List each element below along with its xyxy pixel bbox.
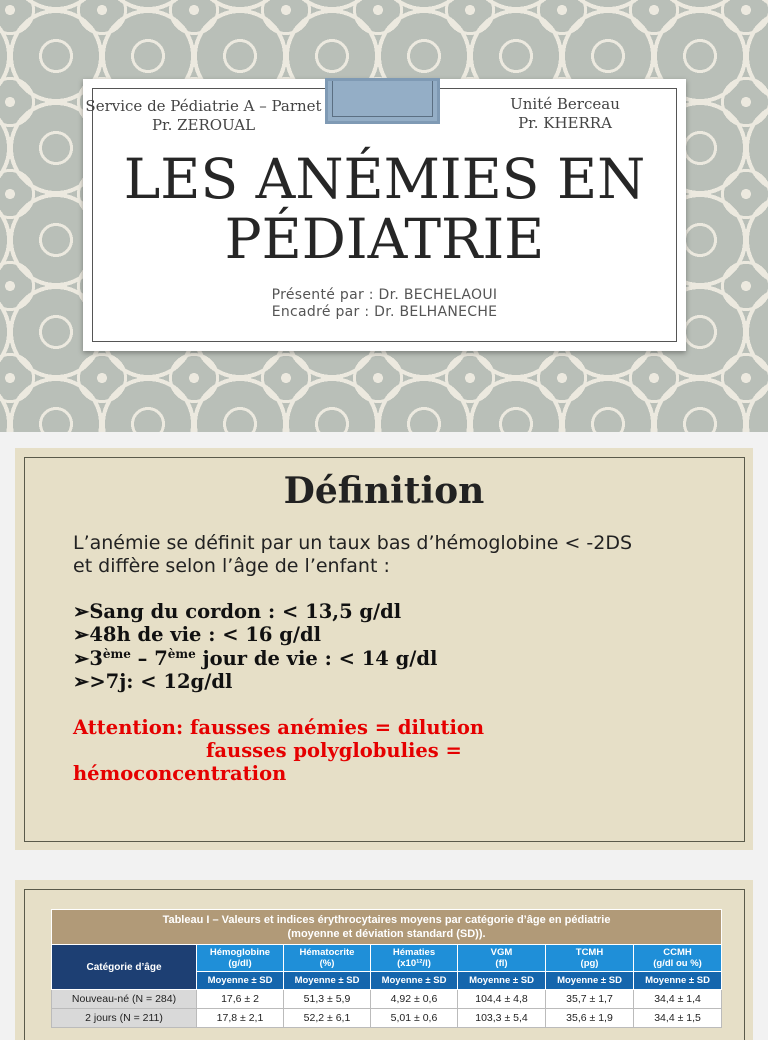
table-caption-line-1: Tableau I – Valeurs et indices érythrocytaires moyens par catégorie d’âge en pédiatrie [162,914,611,926]
table-caption-line-2: (moyenne et déviation standard (SD)). [287,928,486,940]
col-header-age: Catégorie d’âge [52,945,197,990]
col-unit: (pg) [580,958,599,969]
erythrocyte-table [51,909,721,1028]
bullet-arrow-icon: ➢ [73,623,90,646]
table-cell: 17,6 ± 2 [197,990,284,1009]
col-name: Hémoglobine [209,947,271,958]
col-unit: (%) [319,958,335,969]
table-cell: 34,4 ± 1,4 [634,990,722,1009]
bullet-text: – 7 [130,647,168,670]
col-unit: (g/dl) [228,958,252,969]
col-unit: (fl) [495,958,508,969]
definition-intro [73,532,743,578]
title-card-tab [325,78,440,124]
col-name: TCMH [575,947,604,958]
col-name: CCMH [663,947,692,958]
table-cell: 51,3 ± 5,9 [284,990,371,1009]
bullet-superscript: ème [102,647,131,661]
table-row [52,990,722,1009]
subheader-cell: Moyenne ± SD [284,972,371,990]
supervised-by: Encadré par : Dr. BELHANECHE [271,304,498,320]
table-cell: 35,6 ± 1,9 [546,1009,634,1028]
unit-header [490,95,640,133]
presentation-title-line-1: LES ANÉMIES EN [123,147,646,211]
table-cell: 52,2 ± 6,1 [284,1009,371,1028]
erythrocyte-table-grid [51,909,722,1028]
table-cell: 103,3 ± 5,4 [458,1009,546,1028]
bullet-arrow-icon: ➢ [73,600,90,623]
definition-intro-line-2: et diffère selon l’âge de l’enfant : [73,555,390,577]
bullet-text: Sang du cordon : < 13,5 g/dl [89,600,402,623]
bullet-day-3-7 [73,647,437,670]
unit-chief: Pr. KHERRA [518,114,612,132]
definition-intro-line-1: L’anémie se définit par un taux bas d’hémoglobine < -2DS [73,532,633,554]
warning-line-2: fausses polyglobulies = [206,739,462,762]
col-header-tcmh [546,945,634,972]
table-caption-row [52,910,722,945]
table-cell-age: 2 jours (N = 211) [52,1009,197,1028]
definition-title: Définition [283,470,485,512]
subheader-cell: Moyenne ± SD [371,972,458,990]
warning-line-1: Attention: fausses anémies = dilution [73,716,485,739]
table-cell: 17,8 ± 2,1 [197,1009,284,1028]
col-name: Hématies [392,947,436,958]
presentation-title-line-2: PÉDIATRIE [224,207,545,271]
subheader-cell: Moyenne ± SD [546,972,634,990]
col-header-rbc [371,945,458,972]
department-chief: Pr. ZEROUAL [151,116,256,134]
table-cell: 5,01 ± 0,6 [371,1009,458,1028]
table-cell: 4,92 ± 0,6 [371,990,458,1009]
col-unit: (g/dl ou %) [653,958,702,969]
table-cell: 104,4 ± 4,8 [458,990,546,1009]
table-caption [52,910,722,945]
bullet-cord-blood [73,600,401,623]
subheader-cell: Moyenne ± SD [634,972,722,990]
bullet-text: 48h de vie : < 16 g/dl [89,623,322,646]
subheader-cell: Moyenne ± SD [197,972,284,990]
table-cell-age: Nouveau-né (N = 284) [52,990,197,1009]
col-header-vgm [458,945,546,972]
department-name: Service de Pédiatrie A – Parnet [85,97,322,115]
col-header-hemoglobin [197,945,284,972]
col-unit: (x10¹²/l) [397,958,431,969]
bullet-text: jour de vie : < 14 g/dl [195,647,438,670]
bullet-text: 3 [89,647,103,670]
department-header [66,97,341,135]
bullet-arrow-icon: ➢ [73,647,90,670]
unit-name: Unité Berceau [510,95,620,113]
table-header-row [52,945,722,972]
bullet-superscript: ème [167,647,196,661]
col-name: VGM [490,947,513,958]
presenters [83,287,686,321]
presented-by: Présenté par : Dr. BECHELAOUI [271,287,498,303]
bullet-over-7-days [73,670,232,693]
warning-line-3: hémoconcentration [73,762,287,785]
bullet-48h [73,623,321,646]
bullet-text: >7j: < 12g/dl [89,670,233,693]
table-row [52,1009,722,1028]
bullet-arrow-icon: ➢ [73,670,90,693]
col-name: Hématocrite [299,947,355,958]
subheader-cell: Moyenne ± SD [458,972,546,990]
table-cell: 35,7 ± 1,7 [546,990,634,1009]
col-header-ccmh [634,945,722,972]
col-header-hematocrit [284,945,371,972]
table-cell: 34,4 ± 1,5 [634,1009,722,1028]
presentation-title [83,149,686,269]
